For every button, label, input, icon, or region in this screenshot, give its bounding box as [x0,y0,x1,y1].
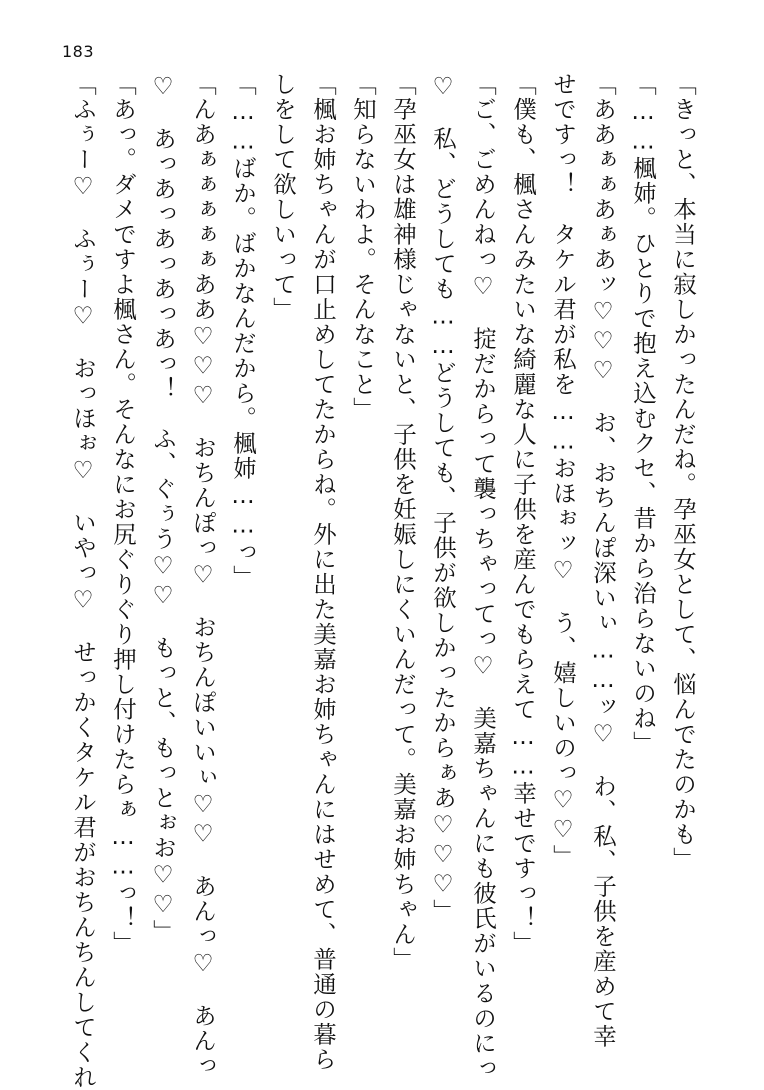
text-column-10: 「楓お姉ちゃんが口止めしてたからね。外に出た美嘉お姉ちゃんにはせめて、普通の暮ら [309,72,337,1072]
text-column-12: 「……ばか。ばかなんだから。楓姉……っ」 [229,72,257,590]
text-column-7: ♡ 私、どうしても……どうしても、子供が欲しかったからぁあ♡♡♡」 [429,72,457,924]
text-column-11: しをして欲しいって」 [269,72,297,322]
text-column-4: せですっ！ タケル君が私を……おほぉッ♡ う、嬉しいのっ♡♡」 [549,72,577,870]
text-column-3: 「ああぁぁあぁあッ♡♡♡ お、おちんぽ深いぃ……ッ♡ わ、私、子供を産めて幸 [589,72,617,1049]
text-column-14: ♡ あっあっあっあっあっ！ ふ、ぐぅう♡♡ もっと、もっとぉお♡♡」 [149,72,177,945]
text-column-6: 「ご、ごめんねっ♡ 掟だからって襲っちゃってっ♡ 美嘉ちゃんにも彼氏がいるのにっ [469,72,497,1081]
text-column-5: 「僕も、楓さんみたいな綺麗な人に子供を産んでもらえて……幸せですっ！」 [509,72,537,956]
text-column-8: 「孕巫女は雄神様じゃないと、子供を妊娠しにくいんだって。美嘉お姉ちゃん」 [389,72,417,972]
text-column-9: 「知らないわよ。そんなこと」 [349,72,377,422]
text-column-16: 「ふぅー♡ ふぅー♡ おっほぉ♡ いやっ♡ せっかくタケル君がおちんちんしてくれ [69,72,97,1090]
text-column-13: 「んあぁぁぁぁぁああ♡♡♡ おちんぽっ♡ おちんぽいいぃ♡♡ あんっ♡ あんっ [189,72,217,1079]
text-column-1: 「きっと、本当に寂しかったんだね。孕巫女として、悩んでたのかも」 [669,72,697,872]
text-column-2: 「……楓姉。ひとりで抱え込むクセ、昔から治らないのね」 [629,72,657,756]
page-number: 183 [62,42,95,61]
text-column-15: 「あっ。ダメですよ楓さん。そんなにお尻ぐりぐり押し付けたらぁ……っ！」 [109,72,137,956]
